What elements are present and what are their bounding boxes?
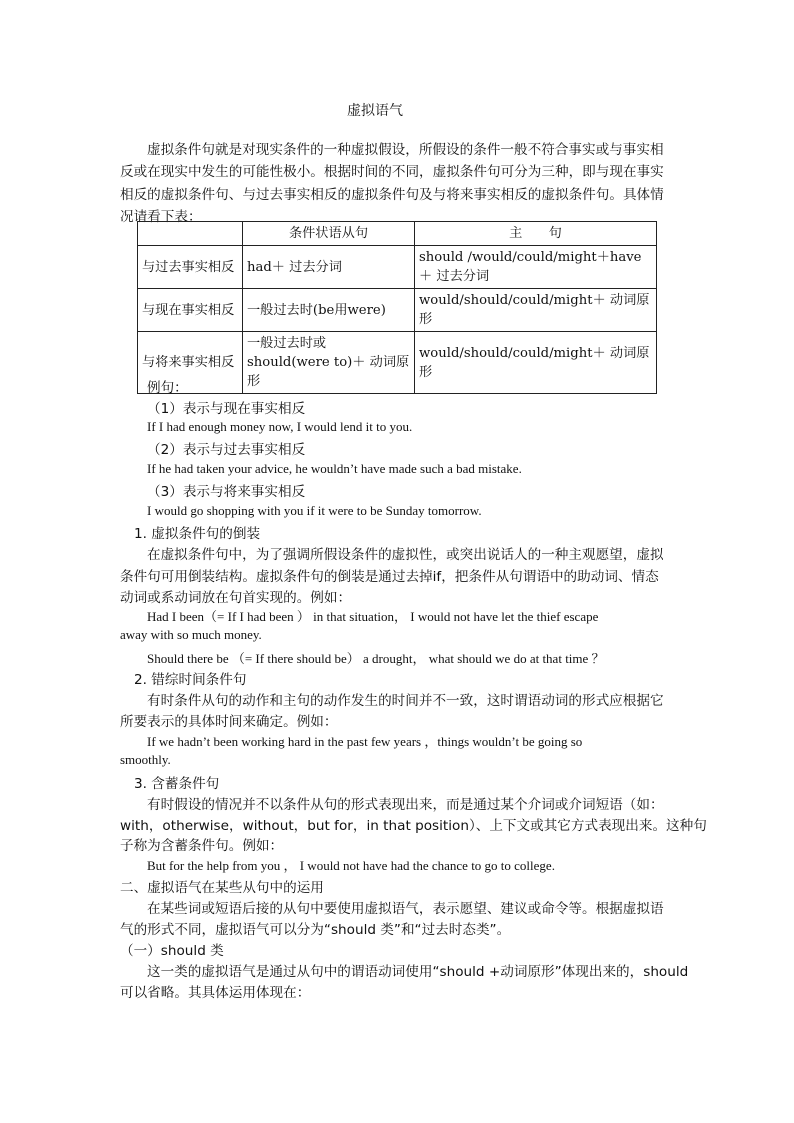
part2-line-1: 在某些词或短语后接的从句中要使用虚拟语气，表示愿望、建议或命令等。根据虚拟语	[147, 901, 664, 917]
section1-example-1a: Had I been（= If I had been ） in that situation， I would not have let the thief escape	[147, 609, 599, 624]
section3-line-2: with，otherwise，without，but for，in that position）、上下文或其它方式表现出来。这种句	[120, 818, 707, 834]
intro-line-2: 反或在现实中发生的可能性极小。根据时间的不同，虚拟条件句可分为三种，即与现在事实	[120, 164, 664, 180]
example-sentence-3: I would go shopping with you if it were to be Sunday tomorrow.	[147, 503, 482, 518]
table-row	[138, 332, 657, 394]
table-cell: 一般过去时或 should(were to)＋ 动词原形	[243, 332, 415, 394]
example-tag-1: （1）表示与现在事实相反	[147, 401, 306, 417]
table-header-cell	[138, 222, 243, 246]
table-cell: 一般过去时(be用were)	[243, 289, 415, 332]
section2-line-1: 有时条件从句的动作和主句的动作发生的时间并不一致，这时谓语动词的形式应根据它	[147, 693, 664, 709]
section2-line-2: 所要表示的具体时间来确定。例如：	[120, 714, 338, 730]
section1-line-2: 条件句可用倒装结构。虚拟条件句的倒装是通过去掉if，把条件从句谓语中的助动词、情态	[120, 569, 659, 585]
table-cell: 与现在事实相反	[138, 289, 243, 332]
section3-heading: 3. 含蓄条件句	[134, 776, 220, 792]
section3-line-3: 子称为含蓄条件句。例如：	[120, 838, 284, 854]
part2-sub-heading: （一）should 类	[120, 943, 224, 959]
intro-line-4: 况请看下表：	[120, 209, 202, 225]
intro-line-1: 虚拟条件句就是对现实条件的一种虚拟假设，所假设的条件一般不符合事实或与事实相	[147, 142, 664, 158]
part2-heading: 二、虚拟语气在某些从句中的运用	[120, 880, 324, 896]
part2-sub-line-1: 这一类的虚拟语气是通过从句中的谓语动词使用“should +动词原形”体现出来的，should	[147, 964, 689, 980]
section2-example-a: If we hadn’t been working hard in the past few years ，things wouldn’t be going so	[147, 734, 583, 749]
section3-line-1: 有时假设的情况并不以条件从句的形式表现出来，而是通过某个介词或介词短语（如：	[147, 797, 664, 813]
example-sentence-2: If he had taken your advice, he wouldn’t have made such a bad mistake.	[147, 461, 522, 476]
table-row	[138, 246, 657, 289]
section1-example-1b: away with so much money.	[120, 627, 262, 642]
table-row	[138, 289, 657, 332]
example-sentence-1: If I had enough money now, I would lend it to you.	[147, 419, 413, 434]
section2-heading: 2. 错综时间条件句	[134, 672, 247, 688]
example-tag-3: （3）表示与将来事实相反	[147, 484, 306, 500]
table-cell: had＋ 过去分词	[243, 246, 415, 289]
table-header-cell: 主 句	[415, 222, 657, 246]
intro-line-3: 相反的虚拟条件句、与过去事实相反的虚拟条件句及与将来事实相反的虚拟条件句。具体情	[120, 187, 664, 203]
section2-example-b: smoothly.	[120, 752, 171, 767]
section1-example-2: Should there be （= If there should be） a drought， what should we do at that time ？	[147, 651, 605, 666]
section3-example: But for the help from you ， I would not have had the chance to go to college.	[147, 858, 555, 873]
section1-heading: 1. 虚拟条件句的倒装	[134, 526, 261, 542]
table-cell: 与将来事实相反	[138, 332, 243, 394]
example-tag-2: （2）表示与过去事实相反	[147, 442, 306, 458]
examples-label: 例句：	[147, 380, 188, 396]
table-cell: should /would/could/might＋have＋ 过去分词	[415, 246, 657, 289]
table-header-row	[138, 222, 657, 246]
section1-line-1: 在虚拟条件句中，为了强调所假设条件的虚拟性，或突出说话人的一种主观愿望，虚拟	[147, 547, 664, 563]
table-header-cell: 条件状语从句	[243, 222, 415, 246]
table-cell: 与过去事实相反	[138, 246, 243, 289]
part2-line-2: 气的形式不同，虚拟语气可以分为“should 类”和“过去时态类”。	[120, 922, 511, 938]
table-cell: would/should/could/might＋ 动词原形	[415, 332, 657, 394]
part2-sub-line-2: 可以省略。其具体运用体现在：	[120, 985, 311, 1001]
section1-line-3: 动词或系动词放在句首实现的。例如：	[120, 590, 352, 606]
table-cell: would/should/could/might＋ 动词原形	[415, 289, 657, 332]
subjunctive-table	[137, 221, 657, 394]
page-title: 虚拟语气	[347, 103, 403, 119]
